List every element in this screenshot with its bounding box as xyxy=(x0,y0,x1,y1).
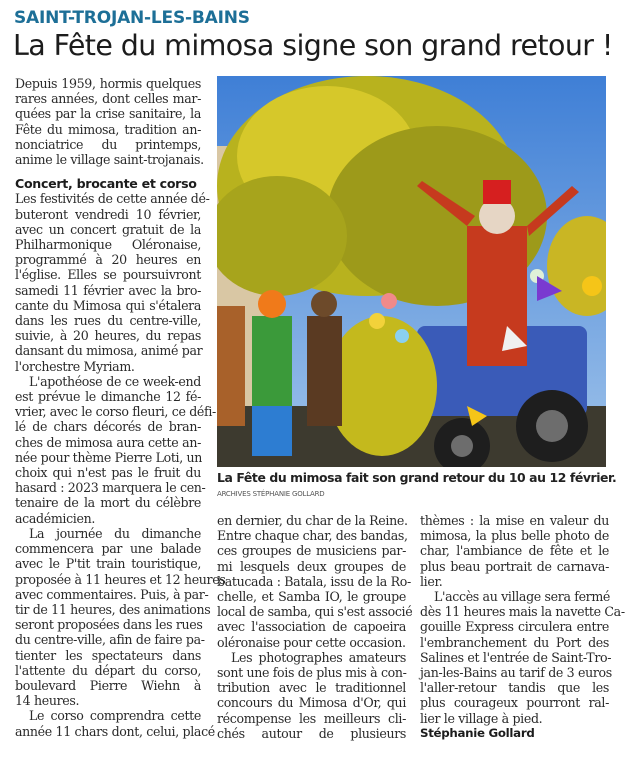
paragraph xyxy=(15,708,215,739)
paragraph xyxy=(217,650,406,741)
text-line: cante du Mimosa qui s'étalera xyxy=(15,297,201,313)
text-line: oléronaise pour cette occasion. xyxy=(217,634,406,650)
text-line: samedi 11 février avec la bro- xyxy=(15,282,201,298)
text-line: concours du Mimosa d'Or, qui xyxy=(217,695,406,711)
text-line: avec un concert gratuit de la xyxy=(15,221,201,237)
text-line: 14 heures. xyxy=(15,693,80,709)
author-signature: Stéphanie Gollard xyxy=(420,725,535,740)
text-line: avec le P'tit train touristique, xyxy=(15,556,201,572)
text-line: sont une fois de plus mis à con- xyxy=(217,665,407,681)
text-line: L'accès au village sera fermé xyxy=(434,589,611,605)
text-line: suivie, à 20 heures, du repas xyxy=(15,328,201,344)
text-line: plus courageux pourront ral- xyxy=(420,695,609,711)
text-line: Les festivités de cette année dé- xyxy=(15,191,210,207)
text-line: du centre-ville, afin de faire pa- xyxy=(15,632,205,648)
text-line: l'orchestre Myriam. xyxy=(15,358,135,374)
text-line: Depuis 1959, hormis quelques xyxy=(15,76,201,91)
text-line: en dernier, du char de la Reine. xyxy=(217,513,408,528)
text-line: Fête du mimosa, tradition an- xyxy=(15,121,201,137)
paragraph xyxy=(420,589,625,726)
text-line: jan-les-Bains au tarif de 3 euros xyxy=(420,665,612,681)
column-1 xyxy=(15,76,226,739)
text-line: l'attente du départ du corso, xyxy=(15,662,201,678)
text-line: char, l'ambiance de fête et le xyxy=(420,543,609,559)
text-line: tienter les spectateurs dans xyxy=(15,647,201,663)
text-line: La journée du dimanche xyxy=(29,525,201,541)
text-line: tir de 11 heures, des animations xyxy=(15,601,211,617)
text-line: buteront vendredi 10 février, xyxy=(15,206,201,222)
text-line: L'apothéose de ce week-end xyxy=(29,373,201,389)
text-line: l'aller-retour tandis que les xyxy=(420,680,609,696)
text-line: Les photographes amateurs xyxy=(231,649,406,665)
text-line: chés autour de plusieurs xyxy=(217,725,406,741)
carnival-photo-image xyxy=(217,76,606,467)
text-line: académicien. xyxy=(15,510,96,526)
text-line: avec commentaires. Puis, à par- xyxy=(15,586,209,602)
text-line: chelle, et Samba IO, le groupe xyxy=(217,589,406,605)
text-line: rares années, dont celles mar- xyxy=(15,91,201,107)
text-line: Entre chaque char, des bandas, xyxy=(217,528,408,544)
article-photo xyxy=(217,76,606,467)
text-line: anime le village saint-trojanais. xyxy=(15,152,204,168)
text-line: vrier, avec le corso fleuri, ce défi- xyxy=(15,404,216,420)
text-line: lier. xyxy=(420,573,443,589)
text-line: plus beau portrait de carnava- xyxy=(420,558,609,574)
subheading: Concert, brocante et corso xyxy=(15,176,197,192)
text-line: l'église. Elles se poursuivront xyxy=(15,267,201,283)
text-line: mi lesquels deux groupes de xyxy=(217,558,406,574)
text-line: lé de chars décorés de bran- xyxy=(15,419,201,435)
column-3 xyxy=(420,513,625,741)
text-line: ces groupes de musiciens par- xyxy=(217,543,406,559)
text-line: commencera par une balade xyxy=(15,541,201,557)
text-line: l'embranchement du Port des xyxy=(420,634,609,650)
text-line: choix qui n'est pas le fruit du xyxy=(15,465,201,481)
text-line: Le corso comprendra cette xyxy=(29,708,201,724)
paragraph xyxy=(15,525,226,709)
intro-paragraph xyxy=(15,76,204,168)
text-line: récompense les meilleurs cli- xyxy=(217,710,406,726)
text-line: proposée à 11 heures et 12 heures xyxy=(15,571,226,587)
text-line: ches de mimosa aura cette an- xyxy=(15,434,201,450)
paragraph xyxy=(217,513,413,650)
text-line: boulevard Pierre Wiehn à xyxy=(15,677,201,693)
text-line: thèmes : la mise en valeur du xyxy=(420,513,609,528)
text-line: est prévue le dimanche 12 fé- xyxy=(15,389,201,405)
text-line: tribution avec le traditionnel xyxy=(217,680,406,696)
photo-caption: La Fête du mimosa fait son grand retour du 10 au 12 février. xyxy=(217,470,617,485)
text-line: nonciatrice du printemps, xyxy=(15,136,201,152)
text-line: avec l'association de capoeira xyxy=(217,619,406,635)
text-line: année 11 chars dont, celui, placé xyxy=(15,723,215,739)
headline: La Fête du mimosa signe son grand retour ! xyxy=(13,29,613,62)
paragraph xyxy=(15,373,216,526)
text-line: Philharmonique Oléronaise, xyxy=(15,237,201,253)
text-line: hasard : 2023 marquera le cen- xyxy=(15,480,206,496)
text-line: gouille Express circulera entre xyxy=(420,619,609,635)
paragraph xyxy=(15,191,210,374)
column-2 xyxy=(217,513,413,741)
text-line: quées par la crise sanitaire, la xyxy=(15,106,201,122)
text-line: Salines et l'entrée de Saint-Tro- xyxy=(420,649,612,665)
text-line: dansant du mimosa, animé par xyxy=(15,343,203,359)
text-line: née pour thème Pierre Loti, un xyxy=(15,449,203,465)
text-line: tenaire de la mort du célèbre xyxy=(15,495,201,511)
text-line: mimosa, la plus belle photo de xyxy=(420,528,609,544)
text-line: programmé à 20 heures en xyxy=(15,252,201,268)
text-line: lier le village à pied. xyxy=(420,710,543,726)
photo-credit: ARCHIVES STÉPHANIE GOLLARD xyxy=(217,490,325,498)
paragraph xyxy=(420,513,609,589)
text-line: dans les rues du centre-ville, xyxy=(15,313,201,329)
text-line: batucada : Batala, issu de la Ro- xyxy=(217,573,411,589)
section-kicker: SAINT-TROJAN-LES-BAINS xyxy=(14,8,250,28)
text-line: local de samba, qui s'est associé xyxy=(217,604,413,620)
text-line: dès 11 heures mais la navette Ca- xyxy=(420,604,625,620)
text-line: seront proposées dans les rues xyxy=(15,617,203,633)
